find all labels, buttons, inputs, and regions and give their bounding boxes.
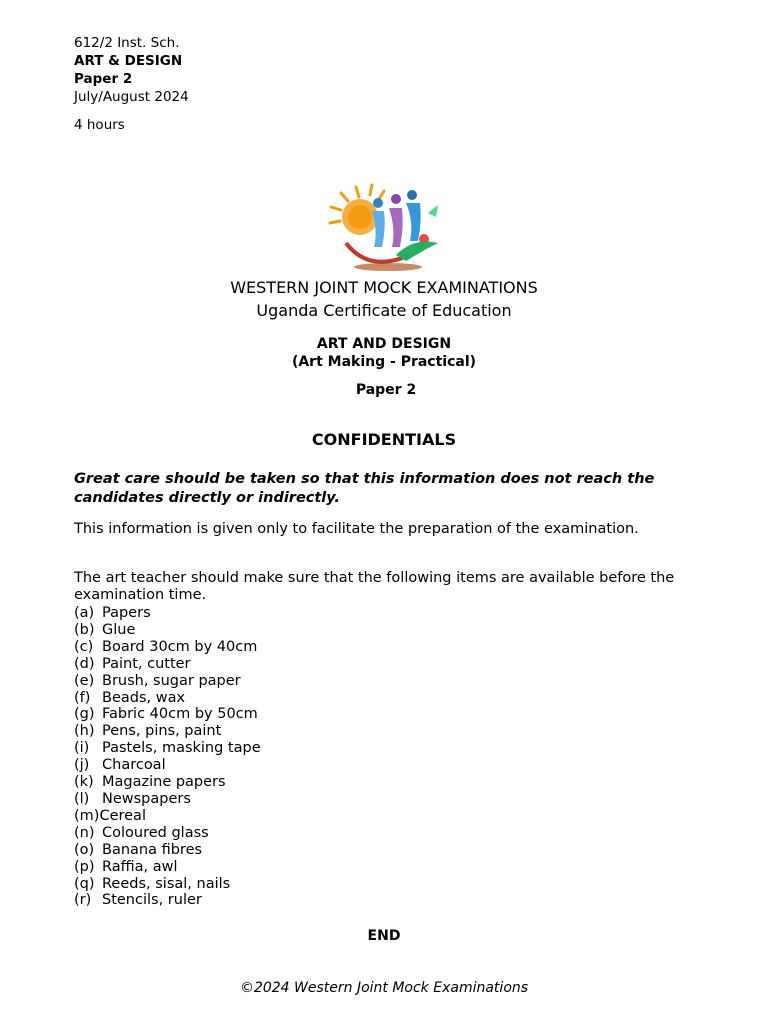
item-marker: (d) xyxy=(74,655,95,672)
list-item xyxy=(74,808,261,825)
item-text: Glue xyxy=(102,621,136,638)
list-item xyxy=(74,791,261,808)
copyright-footer: ©2024 Western Joint Mock Examinations xyxy=(239,980,529,996)
header-date: July/August 2024 xyxy=(74,89,189,105)
confidential-heading: CONFIDENTIALS xyxy=(311,430,457,449)
item-marker: (m) xyxy=(74,807,100,824)
item-text: Board 30cm by 40cm xyxy=(102,638,258,655)
item-text: Banana fibres xyxy=(102,841,203,858)
organization-name: WESTERN JOINT MOCK EXAMINATIONS xyxy=(230,278,538,297)
list-item xyxy=(74,723,261,740)
paper-header xyxy=(74,34,189,106)
item-text: Newspapers xyxy=(102,790,191,807)
confidential-info: This information is given only to facilitate the preparation of the examination. xyxy=(74,521,639,537)
item-text: Reeds, sisal, nails xyxy=(102,875,231,892)
end-marker: END xyxy=(367,928,401,944)
subject-title: ART AND DESIGN xyxy=(316,336,452,352)
list-item xyxy=(74,656,261,673)
item-text: Pastels, masking tape xyxy=(102,740,261,757)
list-item xyxy=(74,740,261,757)
list-item xyxy=(74,639,261,656)
item-text: Paint, cutter xyxy=(102,655,191,672)
item-marker: (k) xyxy=(74,774,94,791)
item-marker: (i) xyxy=(74,740,90,757)
item-text: Cereal xyxy=(99,807,146,824)
item-text: Beads, wax xyxy=(102,689,186,706)
item-marker: (a) xyxy=(74,605,95,621)
certificate-name: Uganda Certificate of Education xyxy=(256,301,512,320)
item-text: Papers xyxy=(102,605,151,621)
header-subject: ART & DESIGN xyxy=(74,53,183,69)
list-item xyxy=(74,690,261,707)
exam-board-logo xyxy=(326,181,446,273)
item-marker: (f) xyxy=(74,689,91,706)
item-marker: (g) xyxy=(74,706,95,723)
item-text: Charcoal xyxy=(102,757,166,774)
item-text: Stencils, ruler xyxy=(102,892,202,909)
list-item xyxy=(74,622,261,639)
item-marker: (q) xyxy=(74,875,95,892)
item-marker: (b) xyxy=(74,621,95,638)
item-text: Pens, pins, paint xyxy=(102,723,222,740)
item-marker: (l) xyxy=(74,790,90,807)
items-list xyxy=(74,605,261,909)
list-item xyxy=(74,859,261,876)
item-marker: (o) xyxy=(74,841,95,858)
item-text: Raffia, awl xyxy=(102,858,178,875)
paper-code: 612/2 Inst. Sch. xyxy=(74,35,180,51)
header-paper: Paper 2 xyxy=(74,71,133,87)
list-item xyxy=(74,757,261,774)
item-marker: (n) xyxy=(74,824,95,841)
list-item xyxy=(74,605,261,622)
items-intro: The art teacher should make sure that the following items are available before the examination time. xyxy=(74,570,675,603)
item-marker: (e) xyxy=(74,672,95,689)
item-text: Brush, sugar paper xyxy=(102,672,241,689)
item-marker: (h) xyxy=(74,723,95,740)
item-marker: (j) xyxy=(74,757,90,774)
item-text: Magazine papers xyxy=(102,774,226,791)
header-duration: 4 hours xyxy=(74,117,125,133)
people-figures-icon xyxy=(372,190,438,261)
list-item xyxy=(74,825,261,842)
list-item xyxy=(74,774,261,791)
item-marker: (r) xyxy=(74,892,92,909)
item-text: Fabric 40cm by 50cm xyxy=(102,706,258,723)
item-text: Coloured glass xyxy=(102,824,209,841)
list-item xyxy=(74,706,261,723)
confidential-warning: Great care should be taken so that this information does not reach the candidates directly or indirectly. xyxy=(74,471,655,506)
item-marker: (p) xyxy=(74,858,95,875)
item-marker: (c) xyxy=(74,638,94,655)
list-item xyxy=(74,842,261,859)
subject-subtitle: (Art Making - Practical) xyxy=(291,354,477,370)
list-item xyxy=(74,892,261,909)
list-item xyxy=(74,876,261,893)
paper-title: Paper 2 xyxy=(355,382,417,398)
list-item xyxy=(74,673,261,690)
